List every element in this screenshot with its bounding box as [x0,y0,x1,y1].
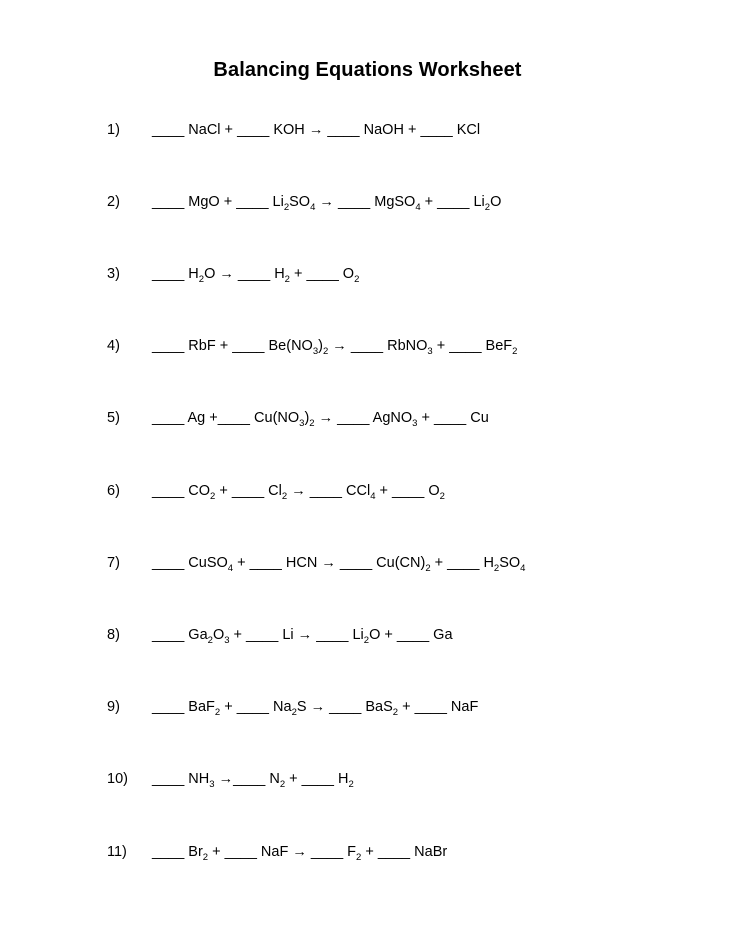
equation [152,479,445,503]
equation-text: MgO + [184,194,237,210]
problem-number: 2) [107,194,120,210]
problem-9 [0,695,735,719]
reaction-arrow-icon: → [297,627,313,643]
equation-text: Cu(NO [250,410,300,426]
coefficient-blank: ____ [329,699,362,715]
subscript: 3 [312,346,319,357]
equation-text: O [424,483,440,499]
problem-11 [0,840,735,864]
equation-text: Li [278,627,298,643]
subscript: 2 [198,274,205,285]
coefficient-blank: ____ [224,844,257,860]
equation-text: Ag + [184,410,218,426]
subscript: 2 [348,779,354,790]
equation-text: Be(NO [264,338,313,354]
equation-text: Li [348,627,364,643]
equation-text: H [270,266,285,282]
problem-5 [0,406,735,430]
reaction-arrow-icon: → [318,410,334,426]
equation-text: BaF [184,699,215,715]
subscript: 4 [415,202,421,213]
equation-text: CCl [342,483,371,499]
subscript: 2 [210,491,216,502]
coefficient-blank: ____ [339,555,373,571]
reaction-arrow-icon: → [218,771,234,787]
subscript: 2 [284,274,290,285]
problem-7 [0,551,735,575]
equation-text: Br [184,844,203,860]
coefficient-blank: ____ [217,410,250,426]
subscript: 3 [427,346,433,357]
equation-text: ) [318,338,323,354]
coefficient-blank: ____ [437,194,470,210]
equation-text: CuSO [184,555,228,571]
equation-text: SO [499,555,521,571]
equation-text: RbF + [184,338,233,354]
equation-text: + [417,410,434,426]
worksheet-title: Balancing Equations Worksheet [213,59,522,81]
coefficient-blank: ____ [337,410,370,426]
equation-text: + [220,699,237,715]
coefficient-blank: ____ [152,483,185,499]
coefficient-blank: ____ [337,194,371,210]
reaction-arrow-icon: → [291,483,306,499]
subscript: 2 [281,491,288,502]
equation-text: BaS [361,699,393,715]
subscript: 2 [363,635,370,646]
equation-text: O [212,627,225,643]
subscript: 3 [299,418,305,429]
equation-text: NH [184,771,210,787]
equation [152,840,447,864]
equation-text: NaCl + [184,122,238,138]
coefficient-blank: ____ [433,410,467,426]
coefficient-blank: ____ [236,194,269,210]
subscript: 2 [354,274,360,285]
problem-number: 7) [107,555,120,571]
coefficient-blank: ____ [301,771,334,787]
subscript: 2 [207,635,213,646]
problem-number: 3) [107,266,120,282]
equation-text: Ga [429,627,453,643]
equation [152,406,489,430]
equation-text: F [343,844,357,860]
equation-text: Li [469,194,485,210]
subscript: 2 [214,707,221,718]
coefficient-blank: ____ [152,844,185,860]
equation-text: NaOH + [359,122,421,138]
coefficient-blank: ____ [152,771,185,787]
reaction-arrow-icon: → [321,555,336,571]
equation-text: NaF [256,844,293,860]
subscript: 2 [322,346,329,357]
coefficient-blank: ____ [152,194,185,210]
problem-3 [0,262,735,286]
coefficient-blank: ____ [152,627,185,643]
equation [152,334,517,358]
subscript: 4 [310,202,316,213]
subscript: 4 [227,563,234,574]
problem-1 [0,118,735,142]
equation-text: NaF [446,699,479,715]
equation-text: MgSO [370,194,416,210]
equation-text: Na [268,699,292,715]
coefficient-blank: ____ [414,699,447,715]
equation [152,118,480,142]
subscript: 2 [283,202,290,213]
subscript: 2 [309,418,315,429]
coefficient-blank: ____ [420,122,453,138]
reaction-arrow-icon: → [308,122,324,138]
subscript: 2 [425,563,431,574]
equation-text: + [215,483,232,499]
coefficient-blank: ____ [309,483,342,499]
equation-text: S [296,699,311,715]
equation-text: + [398,699,415,715]
equation-text: Li [268,194,284,210]
coefficient-blank: ____ [447,555,480,571]
coefficient-blank: ____ [152,338,185,354]
equation-text: H [333,771,349,787]
equation-text: CO [184,483,211,499]
coefficient-blank: ____ [310,844,344,860]
subscript: 4 [370,491,376,502]
problem-6 [0,479,735,503]
equation-text: + [289,266,307,282]
coefficient-blank: ____ [152,266,185,282]
coefficient-blank: ____ [306,266,339,282]
subscript: 2 [356,852,362,863]
equation-text: Cl [264,483,282,499]
coefficient-blank: ____ [249,555,282,571]
reaction-arrow-icon: → [219,266,234,282]
coefficient-blank: ____ [233,771,266,787]
equation [152,262,359,286]
equation-text: ) [304,410,310,426]
coefficient-blank: ____ [236,699,269,715]
coefficient-blank: ____ [237,266,271,282]
equation-text: HCN [281,555,322,571]
equation [152,623,453,647]
equation-text: + [233,555,250,571]
equation-text: + [285,771,302,787]
subscript: 3 [224,635,230,646]
coefficient-blank: ____ [350,338,384,354]
subscript: 2 [392,707,399,718]
reaction-arrow-icon: → [292,844,307,860]
equation-text: H [184,266,199,282]
coefficient-blank: ____ [232,338,265,354]
reaction-arrow-icon: → [319,194,334,210]
coefficient-blank: ____ [327,122,360,138]
equation-text: + [420,194,438,210]
equation [152,551,525,575]
problem-2 [0,190,735,214]
equation-text: + [208,844,225,860]
equation-text: + [361,844,378,860]
equation-text: + [375,483,393,499]
coefficient-blank: ____ [392,483,425,499]
problem-4 [0,334,735,358]
problem-number: 11) [107,844,127,860]
equation-text: O [338,266,355,282]
equation-text: N [265,771,280,787]
equation-text: + [229,627,247,643]
coefficient-blank: ____ [152,122,185,138]
equation-text: NaBr [410,844,448,860]
subscript: 2 [291,707,297,718]
coefficient-blank: ____ [377,844,411,860]
equation-text: + [432,338,450,354]
equation [152,190,501,214]
problem-number: 10) [107,771,128,787]
coefficient-blank: ____ [152,555,185,571]
reaction-arrow-icon: → [332,338,347,354]
equation-text: Cu(CN) [372,555,426,571]
problem-number: 6) [107,483,120,499]
subscript: 2 [512,346,518,357]
coefficient-blank: ____ [152,699,185,715]
problem-number: 1) [107,122,120,138]
equation-text: + [430,555,448,571]
coefficient-blank: ____ [231,483,265,499]
equation-text: SO [289,194,311,210]
equation-text: BeF [481,338,513,354]
equation-text: AgNO [369,410,413,426]
subscript: 2 [439,491,445,502]
subscript: 4 [520,563,526,574]
coefficient-blank: ____ [449,338,482,354]
coefficient-blank: ____ [237,122,270,138]
subscript: 2 [484,202,491,213]
subscript: 2 [279,779,286,790]
equation-text: Ga [184,627,208,643]
equation-text: O [490,194,502,210]
problem-number: 8) [107,627,120,643]
equation [152,695,478,719]
subscript: 3 [412,418,418,429]
equation-text: O [204,266,220,282]
subscript: 3 [209,779,215,790]
problem-8 [0,623,735,647]
equation-text: O + [369,627,397,643]
equation-text: RbNO [383,338,428,354]
coefficient-blank: ____ [246,627,279,643]
equation-text: H [479,555,494,571]
equation-text: KOH [269,122,309,138]
coefficient-blank: ____ [152,410,185,426]
problem-number: 4) [107,338,120,354]
problem-10 [0,767,735,791]
reaction-arrow-icon: → [310,699,326,715]
equation [152,767,354,791]
coefficient-blank: ____ [396,627,430,643]
problem-number: 5) [107,410,120,426]
equation-text: Cu [466,410,489,426]
coefficient-blank: ____ [316,627,349,643]
equation-text: KCl [452,122,481,138]
problem-number: 9) [107,699,120,715]
subscript: 2 [493,563,500,574]
subscript: 2 [202,852,209,863]
